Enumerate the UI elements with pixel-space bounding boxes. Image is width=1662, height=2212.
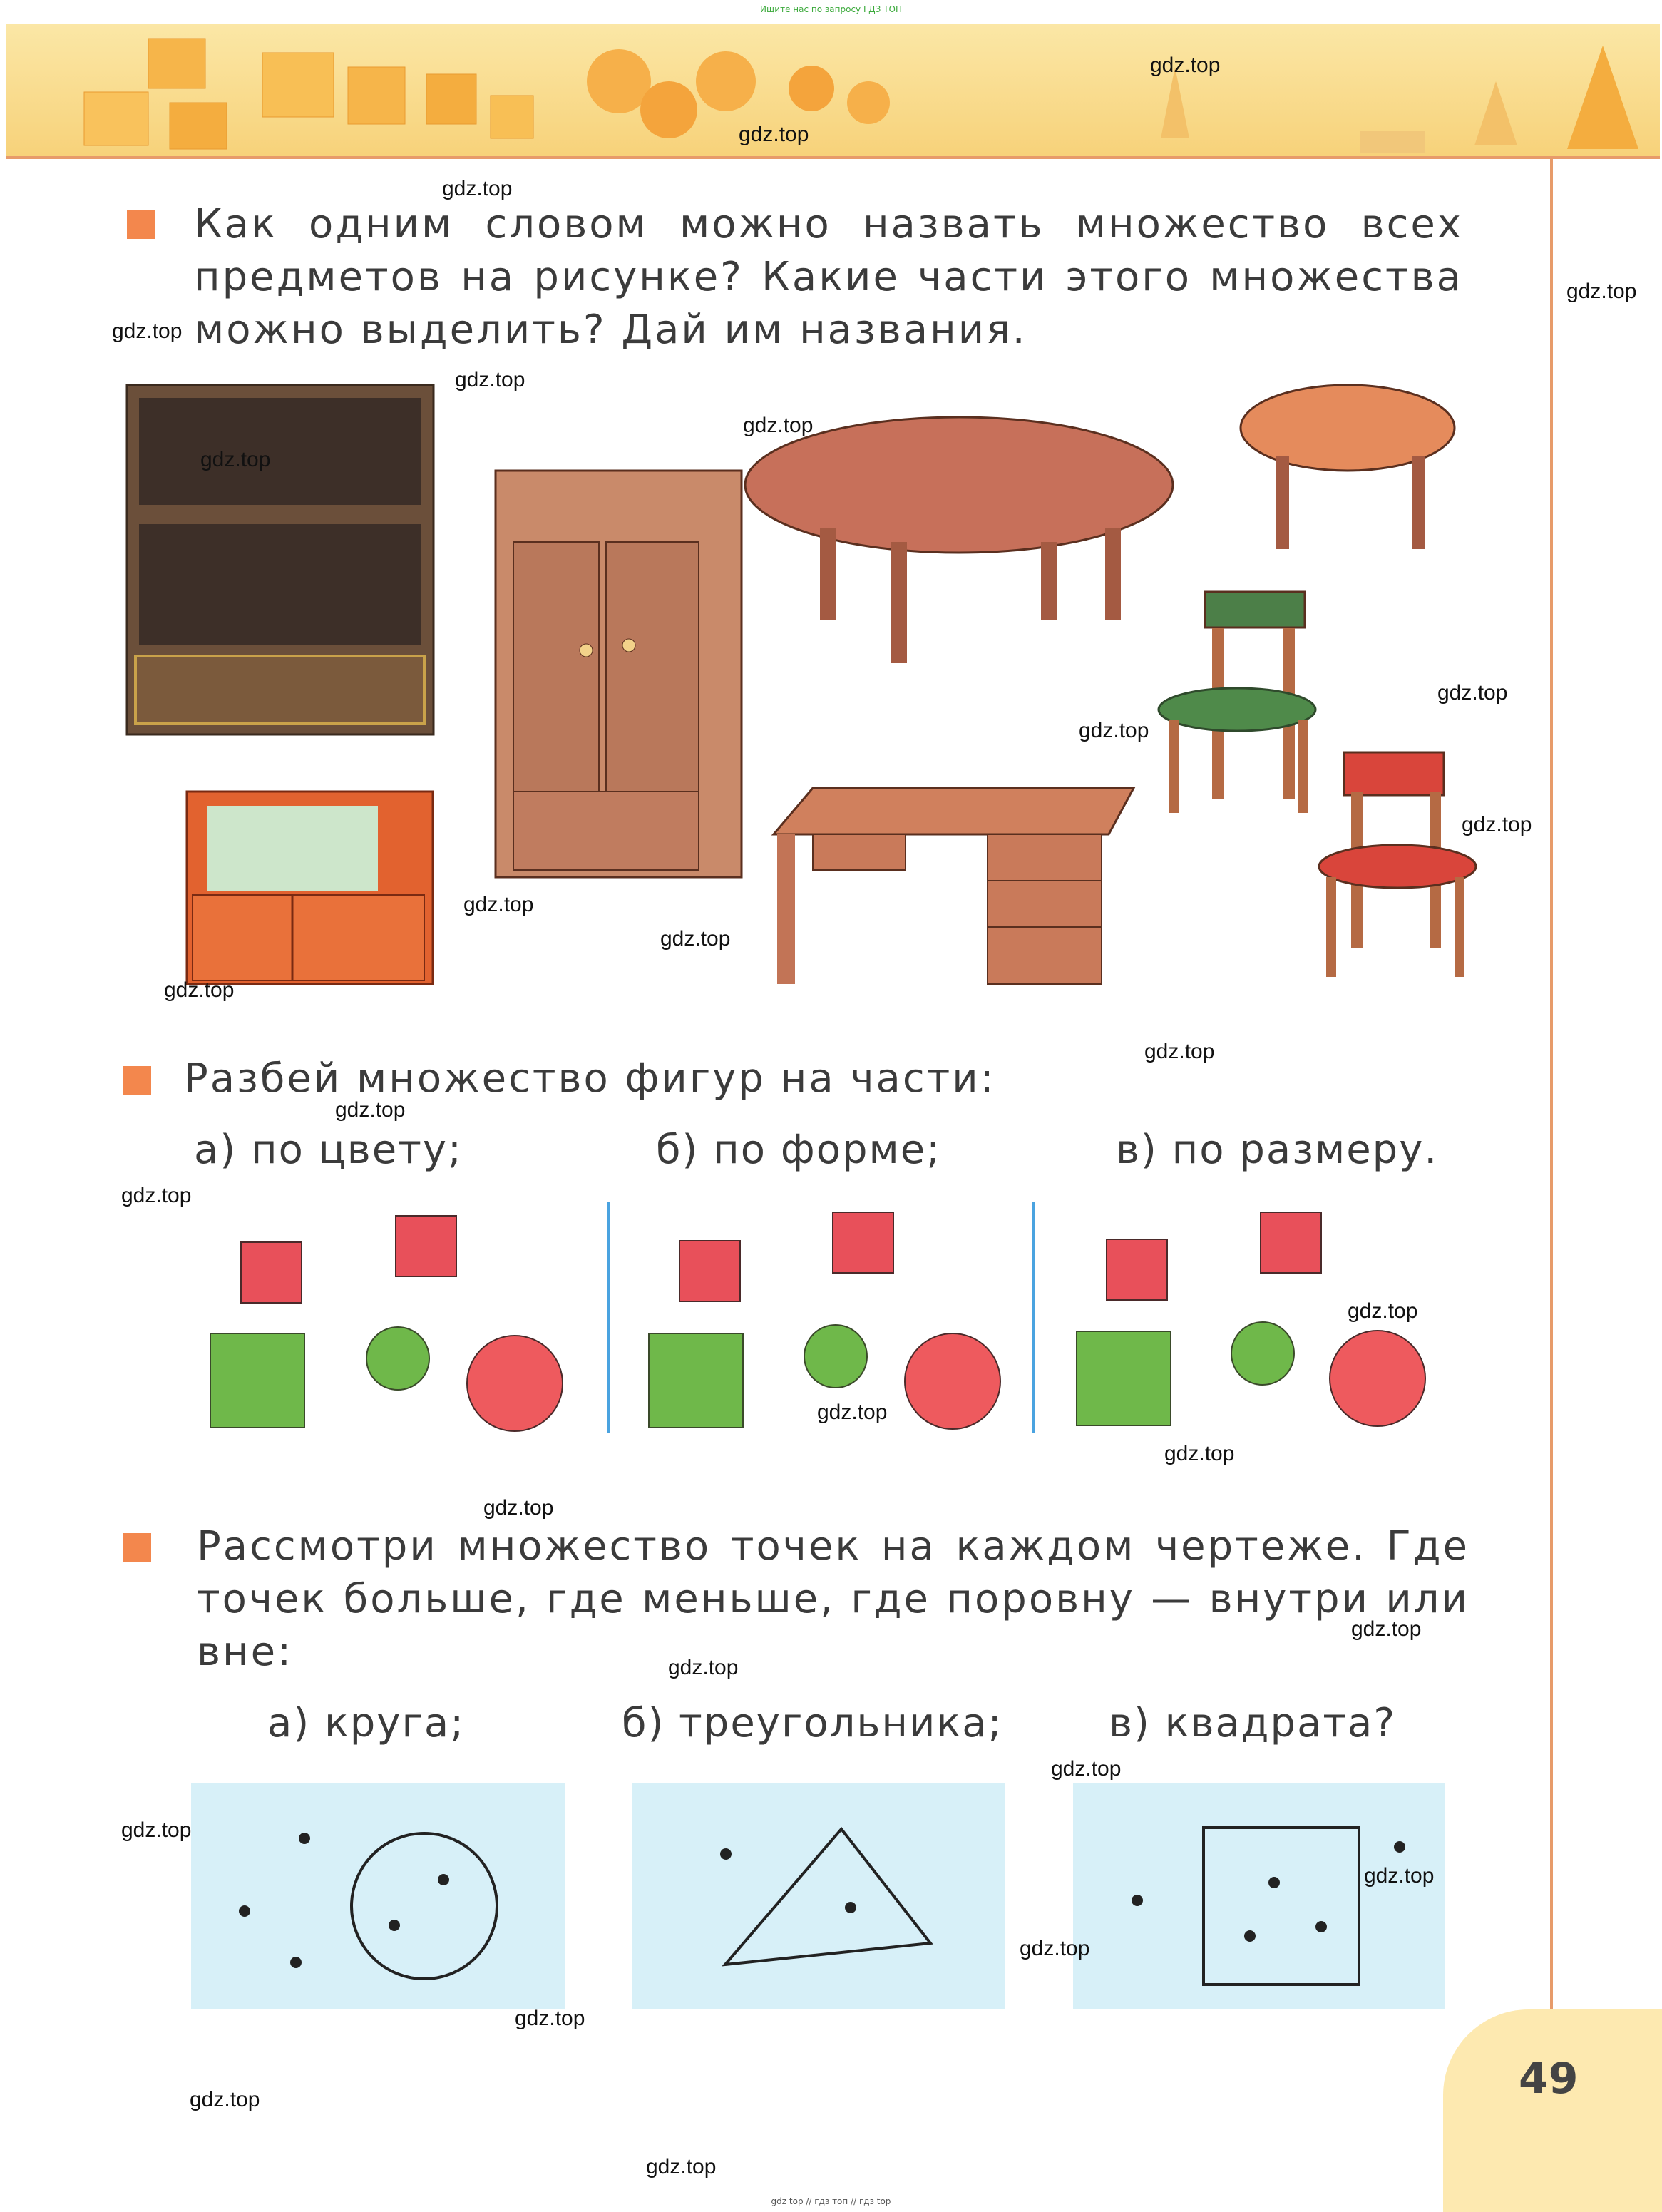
watermark-text: gdz.top (335, 1098, 406, 1122)
task1-line: предметов на рисунке? Какие части этого множества (194, 254, 1463, 300)
triangle-outline (725, 1829, 930, 1965)
square-outline (1204, 1828, 1359, 1985)
dot (299, 1833, 310, 1844)
task1-line: Как одним словом можно назвать множество всех (194, 201, 1463, 247)
watermark-text: gdz.top (442, 177, 513, 200)
watermark-text: gdz.top (646, 2155, 717, 2178)
task2-option-a: а) по цвету; (194, 1127, 463, 1173)
watermark-text: gdz.top (190, 2088, 260, 2111)
dot (239, 1905, 250, 1917)
watermark-text: gdz.top (1348, 1299, 1418, 1323)
watermark-text: gdz.top (660, 927, 731, 951)
bottom-note: gdz top // гдз топ // гдз top (771, 2196, 891, 2206)
dot (1244, 1930, 1256, 1942)
task3-option-c: в) квадрата? (1109, 1700, 1397, 1746)
task2-option-c: в) по размеру. (1116, 1127, 1439, 1173)
dot (1394, 1841, 1405, 1853)
watermark-text: gdz.top (121, 1818, 192, 1842)
dot (1268, 1877, 1280, 1888)
watermark-text: gdz.top (483, 1496, 554, 1520)
watermark-text: gdz.top (1462, 813, 1532, 836)
watermark-text: gdz.top (455, 368, 525, 391)
page-number-box (1443, 2009, 1662, 2212)
watermark-text: gdz.top (1020, 1937, 1090, 1960)
watermark-text: gdz.top (121, 1184, 192, 1207)
watermark-text: gdz.top (739, 123, 809, 146)
top-note: Ищите нас по запросу ГДЗ ТОП (760, 4, 902, 14)
watermark-text: gdz.top (1150, 53, 1221, 77)
watermark-text: gdz.top (200, 448, 271, 471)
task1-line: можно выделить? Дай им названия. (194, 307, 1027, 353)
watermark-text: gdz.top (817, 1401, 888, 1424)
watermark-text: gdz.top (668, 1656, 739, 1679)
dot (438, 1874, 449, 1885)
task3-option-a: а) круга; (267, 1700, 466, 1746)
watermark-text: gdz.top (1566, 280, 1637, 303)
task3-line: вне: (197, 1629, 293, 1675)
task3-line: точек больше, где меньше, где поровну — внутри или (197, 1576, 1469, 1622)
dot (290, 1957, 302, 1968)
watermark-text: gdz.top (1351, 1617, 1422, 1641)
watermark-text: gdz.top (112, 319, 183, 343)
watermark-text: gdz.top (1051, 1757, 1122, 1781)
dot (720, 1848, 732, 1860)
watermark-text: gdz.top (1144, 1040, 1215, 1063)
dot (845, 1902, 856, 1913)
page-number: 49 (1519, 2054, 1579, 2104)
watermark-text: gdz.top (463, 893, 534, 916)
task3-option-b: б) треугольника; (622, 1700, 1003, 1746)
watermark-text: gdz.top (1164, 1442, 1235, 1465)
dot (1315, 1921, 1327, 1932)
dot (1132, 1895, 1143, 1906)
watermark-text: gdz.top (164, 978, 235, 1002)
task2-line: Разбей множество фигур на части: (184, 1055, 996, 1102)
watermark-text: gdz.top (1437, 681, 1508, 705)
dot (389, 1920, 400, 1931)
task2-option-b: б) по форме; (656, 1127, 942, 1173)
watermark-text: gdz.top (515, 2007, 585, 2030)
watermark-text: gdz.top (743, 414, 814, 437)
watermark-text: gdz.top (1364, 1864, 1435, 1888)
task3-line: Рассмотри множество точек на каждом чертеже. Где (197, 1523, 1469, 1570)
circle-outline (352, 1833, 497, 1979)
watermark-text: gdz.top (1079, 719, 1149, 742)
